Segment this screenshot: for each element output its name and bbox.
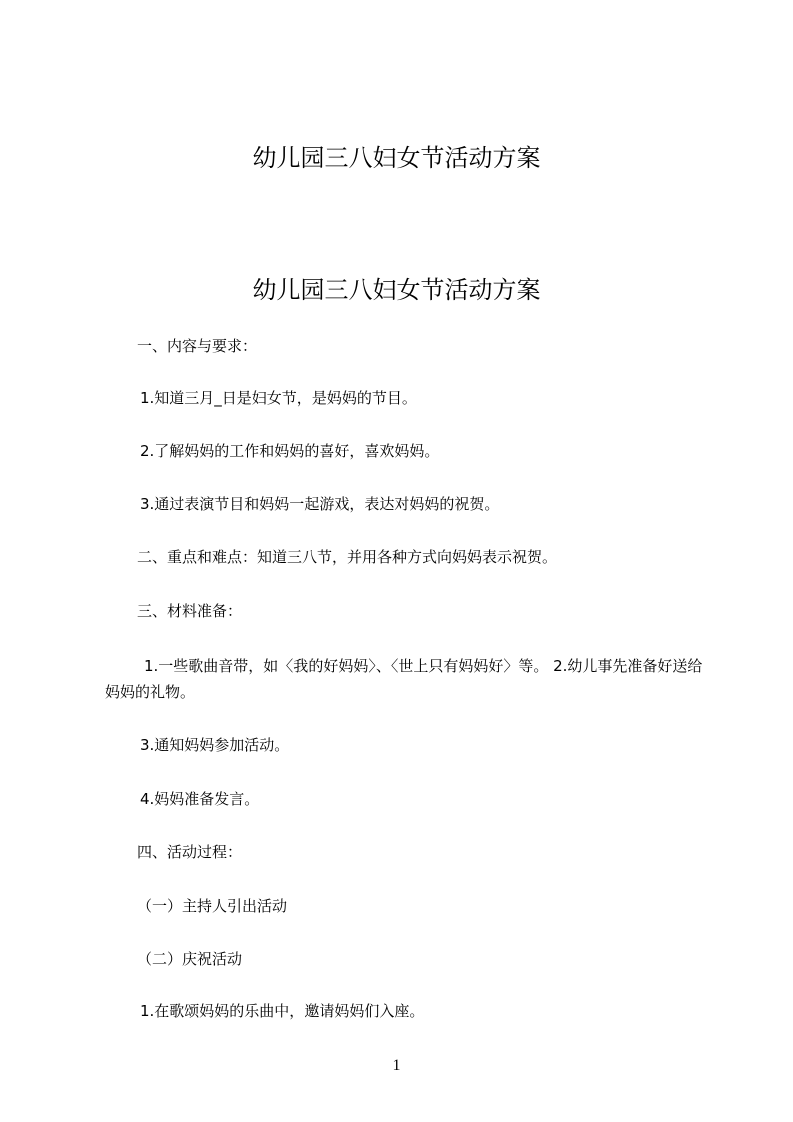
paragraph-item: 1.知道三月_日是妇女节，是妈妈的节目。	[140, 389, 417, 407]
paragraph-item: 3.通过表演节目和妈妈一起游戏，表达对妈妈的祝贺。	[140, 495, 500, 513]
section-1-heading: 一、内容与要求：	[137, 337, 258, 355]
paragraph-item-wrapped: 1.一些歌曲音带，如〈我的好妈妈〉、〈世上只有妈妈好〉等。 2.幼儿事先准备好送给妈妈的礼物。	[105, 657, 703, 701]
paragraph-item: 4.妈妈准备发言。	[140, 790, 260, 808]
cover-title: 幼儿园三八妇女节活动方案	[252, 144, 541, 172]
section-4-heading: 四、活动过程：	[137, 843, 243, 861]
subsection-heading: （一）主持人引出活动	[137, 897, 288, 915]
subsection-heading: （二）庆祝活动	[137, 950, 243, 968]
paragraph-item: 1.在歌颂妈妈的乐曲中，邀请妈妈们入座。	[140, 1002, 425, 1020]
document-heading: 幼儿园三八妇女节活动方案	[252, 276, 541, 304]
paragraph-item: 2.了解妈妈的工作和妈妈的喜好，喜欢妈妈。	[140, 442, 440, 460]
section-2-heading: 二、重点和难点：知道三八节，并用各种方式向妈妈表示祝贺。	[137, 548, 558, 566]
section-3-heading: 三、材料准备：	[137, 602, 243, 620]
paragraph-item: 3.通知妈妈参加活动。	[140, 736, 290, 754]
page-number: 1	[392, 1057, 401, 1074]
